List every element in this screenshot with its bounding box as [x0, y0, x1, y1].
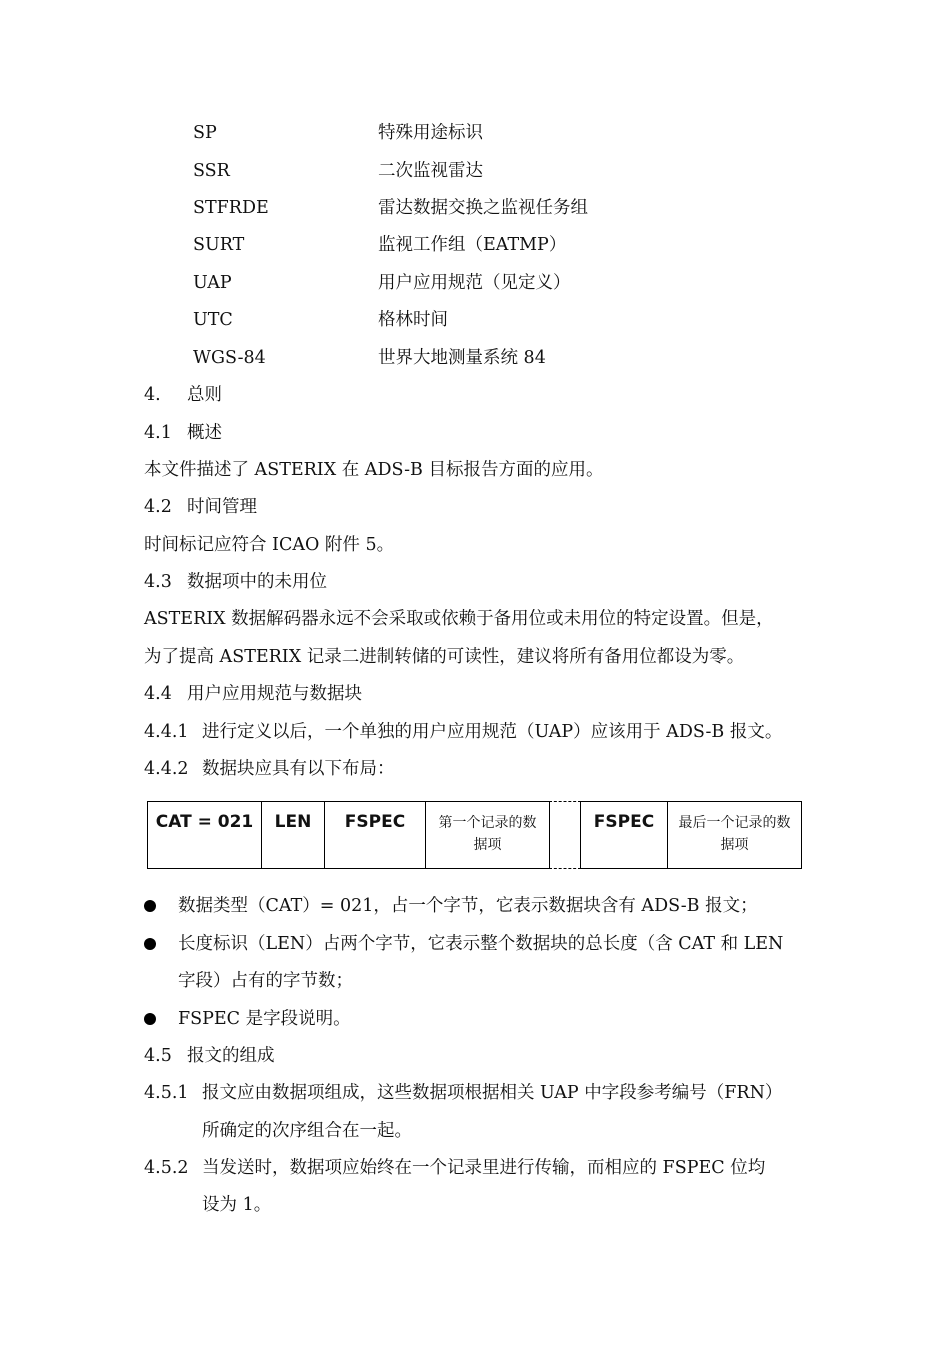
last-record-label: 最后一个记录的数据项: [678, 815, 791, 853]
section-number: 4.2: [144, 497, 172, 517]
len-field: [261, 801, 325, 869]
section-title: 用户应用规范与数据块: [187, 684, 362, 704]
abbreviation-term: UAP: [193, 273, 232, 293]
abbreviation-definition: 用户应用规范（见定义）: [378, 273, 571, 293]
bullet-icon: [144, 938, 156, 950]
section-heading-4-5: [144, 1041, 275, 1071]
cat-field: [147, 801, 262, 869]
clause-4-5-2: [144, 1153, 765, 1183]
paragraph-line: ASTERIX 数据解码器永远不会采取或依赖于备用位或未用位的特定设置。但是，: [144, 609, 774, 629]
abbreviation-term: SP: [193, 123, 217, 143]
bullet-text: 字段）占有的字节数；: [178, 971, 353, 991]
last-record-field: [667, 801, 802, 869]
abbreviation-definition: 雷达数据交换之监视任务组: [378, 198, 588, 218]
clause-text: 当发送时，数据项应始终在一个记录里进行传输，而相应的 FSPEC 位均: [202, 1158, 766, 1178]
section-heading-4-4: [144, 679, 362, 709]
paragraph: 本文件描述了 ASTERIX 在 ADS-B 目标报告方面的应用。: [144, 460, 604, 480]
clause-4-4-1: [144, 717, 782, 747]
bullet-text: 数据类型（CAT）= 021，占一个字节，它表示数据块含有 ADS-B 报文；: [178, 896, 758, 916]
bullet-text: FSPEC 是字段说明。: [178, 1009, 351, 1029]
bullet-icon: [144, 900, 156, 912]
fspec-field-last: [580, 801, 668, 869]
section-heading-4-3: [144, 567, 327, 597]
clause-text: 进行定义以后，一个单独的用户应用规范（UAP）应该用于 ADS-B 报文。: [202, 722, 783, 742]
section-title: 数据项中的未用位: [187, 572, 327, 592]
section-title: 总则: [187, 385, 222, 405]
section-number: 4.: [144, 385, 161, 405]
paragraph: 时间标记应符合 ICAO 附件 5。: [144, 535, 395, 555]
section-number: 4.5: [144, 1046, 172, 1066]
section-number: 4.4: [144, 684, 172, 704]
cat-field-label: CAT = 021: [155, 812, 254, 832]
clause-number: 4.5.2: [144, 1158, 189, 1178]
section-heading-4-1: [144, 418, 222, 448]
section-number: 4.3: [144, 572, 172, 592]
bullet-text: 长度标识（LEN）占两个字节，它表示整个数据块的总长度（含 CAT 和 LEN: [178, 934, 784, 954]
clause-4-4-2: [144, 754, 395, 784]
fspec-field-first: [324, 801, 426, 869]
abbreviation-term: WGS-84: [193, 348, 266, 368]
abbreviation-definition: 监视工作组（EATMP）: [378, 235, 567, 255]
data-block-diagram: [147, 801, 802, 871]
section-title: 时间管理: [187, 497, 257, 517]
abbreviation-term: SSR: [193, 161, 230, 181]
ellipsis-gap: [549, 801, 581, 869]
clause-4-5-1: [144, 1078, 782, 1108]
section-title: 报文的组成: [187, 1046, 275, 1066]
clause-continuation: 所确定的次序组合在一起。: [202, 1121, 412, 1141]
section-heading-4: [144, 380, 222, 410]
clause-text: 数据块应具有以下布局：: [202, 759, 395, 779]
first-record-field: [425, 801, 550, 869]
fspec-field-label: FSPEC: [344, 812, 406, 832]
clause-number: 4.4.1: [144, 722, 189, 742]
section-heading-4-2: [144, 492, 257, 522]
section-title: 概述: [187, 423, 222, 443]
len-field-label: LEN: [274, 812, 312, 832]
section-number: 4.1: [144, 423, 172, 443]
abbreviation-definition: 特殊用途标识: [378, 123, 483, 143]
abbreviation-term: STFRDE: [193, 198, 269, 218]
fspec-field-label: FSPEC: [593, 812, 655, 832]
abbreviation-term: SURT: [193, 235, 245, 255]
first-record-label: 第一个记录的数据项: [438, 815, 537, 853]
abbreviation-definition: 格林时间: [378, 310, 448, 330]
abbreviation-definition: 二次监视雷达: [378, 161, 483, 181]
abbreviation-term: UTC: [193, 310, 233, 330]
clause-text: 报文应由数据项组成，这些数据项根据相关 UAP 中字段参考编号（FRN）: [202, 1083, 783, 1103]
paragraph-line: 为了提高 ASTERIX 记录二进制转储的可读性，建议将所有备用位都设为零。: [144, 647, 745, 667]
bullet-icon: [144, 1013, 156, 1025]
clause-continuation: 设为 1。: [202, 1195, 272, 1215]
clause-number: 4.4.2: [144, 759, 189, 779]
clause-number: 4.5.1: [144, 1083, 189, 1103]
abbreviation-definition: 世界大地测量系统 84: [378, 348, 546, 368]
